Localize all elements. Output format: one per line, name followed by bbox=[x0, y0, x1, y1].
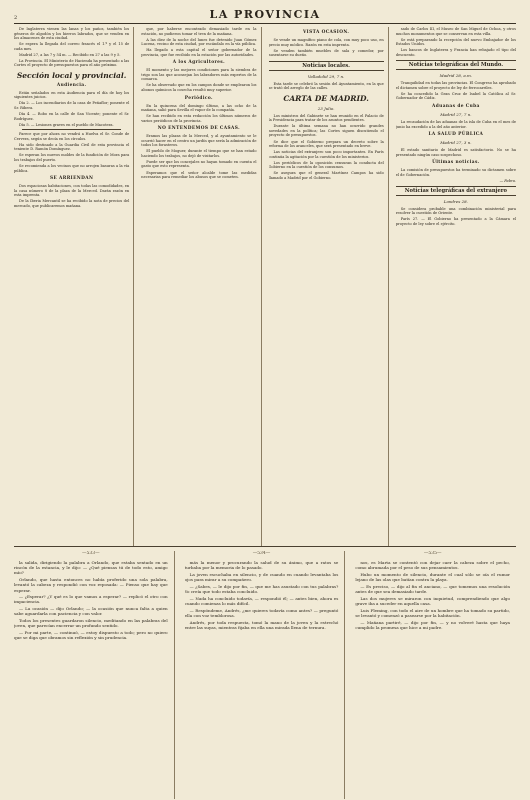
article-paragraph: Tranquilidad en todas las provincias. El Congreso ha aprobado el dictamen sobre el proyecto de ley de ferrocarriles. bbox=[395, 81, 516, 90]
column-3 bbox=[269, 27, 389, 546]
article-paragraph: Se han recibido en esta redacción los últimos números de varios periódicos de la provincia. bbox=[141, 114, 257, 123]
section-subheading: Valladolid 29, 7 n. bbox=[307, 73, 345, 79]
divider bbox=[22, 129, 121, 130]
article-paragraph: Parece que por ahora no vendrá a Huelva el Sr. Conde de Cervera, según se decía en los círculos. bbox=[14, 132, 130, 141]
article-paragraph: Madrid 27, a las 7 y 54 m. — Recibido en 27 a las 9 y 5. bbox=[19, 52, 121, 57]
article-paragraph: Día 4. — Robo en la calle de San Vicente; ponente el Sr. Rodríguez. bbox=[14, 112, 130, 121]
article-paragraph: Eramos las plazas de la Merced, y al ayuntamiento se le ocurrió hacer en el centro un jardín que sería la admiración de todos los forasteros. bbox=[141, 134, 257, 148]
article-paragraph: Las noticias del extranjero son poco importantes. En París continúa la agitación por la cuestión de los ministerios. bbox=[268, 150, 384, 159]
signature: — Fabra. bbox=[499, 178, 516, 183]
article-paragraph: Esta tarde se celebró la sesión del Ayuntamiento, en la que se trató del arreglo de las calles. bbox=[268, 81, 384, 91]
article-paragraph: París 27. — El Gobierno ha presentado a la Cámara el proyecto de ley sobre el ejército. bbox=[395, 217, 516, 226]
section-heading: Aduanas de Cuba bbox=[432, 103, 480, 109]
article-paragraph: El pueblo de Moguer, durante el tiempo que se han estado haciendo los trabajos, no dejó de visitarlos. bbox=[141, 149, 257, 158]
serial-paragraph: Todos los presentes guardaron silencio, meditando en las palabras del joven, que parecían encerrar un profundo sentido. bbox=[14, 618, 168, 629]
page-number: 2 bbox=[14, 15, 18, 21]
article-paragraph: Se recomienda a los vecinos que no arrojen basuras a la vía pública. bbox=[14, 163, 130, 173]
section-heading: VISTA OCASION. bbox=[302, 30, 350, 35]
article-paragraph: Se espera la llegada del correo francés el 1.º y el 15 de cada mes. bbox=[14, 42, 130, 51]
section-subheading: Madrid 27, 7 n. bbox=[440, 111, 472, 117]
serial-page-number: —533— bbox=[82, 551, 100, 556]
newspaper-title: LA PROVINCIA bbox=[209, 8, 321, 21]
article-paragraph: Se venden también muebles de sala y comedor, por ausentarse su dueño. bbox=[268, 48, 384, 58]
article-paragraph: Día 5. — Lesiones graves en el pueblo de Macotera. bbox=[19, 122, 114, 127]
section-subheading: Audiencia. bbox=[56, 82, 87, 88]
column-2 bbox=[141, 27, 261, 546]
section-heading: NO ENTENDEMOS DE CASAS. bbox=[157, 126, 240, 132]
section-heading: LA SALUD PÚBLICA bbox=[428, 132, 484, 138]
section-heading: SE ARRIENDAN bbox=[49, 176, 94, 182]
serial-page-number: —535— bbox=[423, 551, 442, 556]
article-paragraph: De Inglaterra vienen las lanas y los paños, también los géneros de algodón y los hierros labrados, que se venden en los almacenes de esta ciudad. bbox=[14, 27, 130, 41]
section-subheading: Londres 28. bbox=[443, 198, 468, 204]
serial-paragraph: Orlando, que hasta entonces no había proferido una sola palabra, levantó la cabeza y respondió con voz reposada: — Pienso que hay que esperar. bbox=[14, 577, 168, 593]
serial-paragraph: — Es preciso, — dijo al fin el anciano, — que tomemos una resolución antes de que sea demasiado tarde. bbox=[355, 583, 510, 595]
article-paragraph: Se ha concedido la Gran Cruz de Isabel la Católica al Sr. Gobernador de Cádiz. bbox=[395, 91, 516, 101]
column-1 bbox=[14, 27, 134, 546]
serial-column-3 bbox=[355, 551, 516, 799]
article-paragraph: sado de Carlos III, el Museo de San Miguel de Ochoa, y otros muchos monumentos que se conservan en esta villa. bbox=[395, 27, 516, 36]
section-heading: Sección local y provincial. bbox=[16, 70, 127, 80]
masthead bbox=[14, 6, 516, 24]
article-paragraph: Se ha observado que en los campos donde se emplearon los abonos químicos la cosecha resultó muy superior. bbox=[141, 83, 257, 92]
article-paragraph: La comisión de presupuestos ha terminado su dictamen sobre el de Gobernación. bbox=[395, 168, 516, 177]
article-paragraph: Puede ser que los concejales no hayan tomado en cuenta el gasto que esto representa. bbox=[141, 159, 257, 169]
article-paragraph: Se dice que el Gobierno prepara un decreto sobre la reforma de los aranceles, que será presentado en breve. bbox=[268, 139, 384, 149]
article-paragraph: Ha sido destinado a la Guardia Civil de esta provincia el teniente D. Ramón Domínguez. bbox=[14, 142, 130, 152]
serial-paragraph: — La ocasión — dijo Orlando; — la ocasión que nunca falta a quien sabe aguardarla con paciencia y con valor. bbox=[14, 606, 168, 617]
article-paragraph: Dos espaciosas habitaciones, con todas las comodidades, en la casa número 8 de la plaza de la Merced. Darán razón en esta imprenta. bbox=[14, 184, 130, 198]
article-paragraph: En la quincena del domingo último, a las ocho de la mañana, salió para Sevilla el vapor de la compañía. bbox=[141, 103, 257, 113]
article-paragraph: La recaudación de las aduanas de la isla de Cuba en el mes de junio ha excedido a la del año anterior. bbox=[395, 119, 516, 129]
article-paragraph: Día 2. — Los incendiarios de la casa de Peñaflor; ponente el Sr. Ribera. bbox=[14, 101, 130, 111]
section-subheading: 23 Julio. bbox=[317, 105, 335, 111]
serial-paragraph: Luis Fleming, con todo el aire de un hombre que ha tomado su partido, se levantó y comenzó a pasearse por la habitación. bbox=[355, 607, 510, 618]
article-paragraph: Se esperan los nuevos moldes de la fundición de Mora para los trabajos del puerto. bbox=[14, 153, 130, 162]
article-paragraph: El estado sanitario de Madrid es satisfactorio. No se ha presentado ningún caso sospechoso. bbox=[395, 148, 516, 157]
serial-paragraph: — ¿Sabes, — le dijo por fin, — que me has asustado con tus palabras? Yo creía que todo estaba concluido. bbox=[184, 583, 339, 595]
serial-paragraph: — Respóndeme, Andrés, ¿me quieres todavía como antes? — preguntó ella con voz temblorosa. bbox=[184, 607, 339, 618]
serial-paragraph: Las dos mujeres se miraron con inquietud, comprendiendo que algo grave iba a suceder en aquella casa. bbox=[355, 595, 510, 606]
article-paragraph: Se asegura que el general Martínez Campos ha sido llamado a Madrid por el Gobierno. bbox=[268, 171, 384, 180]
section-heading: Noticias locales. bbox=[269, 61, 384, 71]
serial-paragraph: Hubo un momento de silencio, durante el cual sólo se oía el rumor lejano de las olas que batían contra la playa. bbox=[355, 571, 510, 583]
serial-paragraph: Andrés, por toda respuesta, tomó la mano de la joven y la estrechó entre las suyas, mientras fijaba en ella una mirada llena de ternura. bbox=[184, 619, 339, 630]
section-subheading: Madrid 28, a.m. bbox=[439, 73, 473, 79]
serial-paragraph: — Por mi parte, — continuó, — estoy dispuesto a todo; pero no quiero que se diga que obramos sin reflexión y sin prudencia. bbox=[14, 629, 168, 641]
section-heading: Periódico. bbox=[184, 95, 213, 101]
section-heading: Últimas noticias. bbox=[432, 160, 480, 166]
serial-paragraph: — Nada ha concluido todavía, — respondió él; — antes bien, ahora es cuando comienza lo más difícil. bbox=[184, 595, 339, 606]
serial-paragraph: la salida, dirigiendo la palabra a Orlando, que estaba sentado en un rincón de la estancia, y le dijo: — ¿Qué piensas tú de todo esto, amigo mío? bbox=[14, 560, 168, 576]
column-4 bbox=[396, 27, 516, 546]
serial-paragraph: La joven escuchaba en silencio, y de cuando en cuando levantaba los ojos para mirar a su compañero. bbox=[184, 571, 339, 583]
article-paragraph: El momento y las mejores condiciones para la siembra de trigo son las que aconsejan los labradores más expertos de la comarca. bbox=[141, 68, 257, 82]
upper-columns bbox=[14, 27, 516, 547]
article-paragraph: Durante la última semana no han ocurrido grandes novedades en la política; las Cortes siguen discutiendo el proyecto de presupuestos. bbox=[268, 124, 384, 138]
serial-paragraph: — ¿Esperar? ¿Y qué es lo que vamos a esperar? — replicó el otro con impaciencia. bbox=[14, 594, 168, 605]
section-heading: Noticias telegráficas del Mundo. bbox=[396, 60, 516, 70]
serial-page-number: —534— bbox=[252, 551, 271, 556]
serial-paragraph: nos, es Marta se contentó con dejar caer la cabeza sobre el pecho, como abrumada por el peso de sus pensamientos. bbox=[355, 560, 510, 571]
article-paragraph: Se vende un magnífico piano de cola, con muy poco uso, en precio muy módico. Razón en esta imprenta. bbox=[268, 38, 384, 47]
section-subheading: Madrid 27, 3 n. bbox=[440, 140, 472, 146]
article-paragraph: De la Iberia Mercantil se ha recibido la nota de precios del mercado, que publicaremos mañana. bbox=[14, 199, 130, 208]
article-paragraph: Están señalados en esta Audiencia para el día de hoy los siguientes juicios. bbox=[14, 90, 130, 100]
article-paragraph: Los ministros del Gabinete se han reunido en el Palacio de la Presidencia para tratar de los asuntos pendientes. bbox=[268, 113, 384, 123]
serial-column-2 bbox=[185, 551, 346, 799]
serial-column-1 bbox=[14, 551, 175, 799]
article-paragraph: A las diez de la noche del lunes fue detenido Juan Gómez Lucena, vecino de esta ciudad, por escándalo en la vía pública. bbox=[141, 37, 257, 47]
article-paragraph: Los periódicos de la oposición censuran la conducta del Gobierno en la cuestión de los consumos. bbox=[268, 160, 384, 170]
section-heading: A los Agricultores. bbox=[172, 60, 225, 66]
section-heading: Noticias telegráficas del extranjero bbox=[396, 186, 516, 196]
article-paragraph: Se está preparando la recepción del nuevo Embajador de los Estados Unidos. bbox=[395, 37, 516, 47]
article-paragraph: que, por haberse encontrado demasiado tarde en la estación, no pudieron tomar el tren de la mañana. bbox=[141, 27, 257, 36]
article-paragraph: Ha llegado a esta capital el señor gobernador de la provincia, que fue recibido en la estación por las autoridades. bbox=[141, 48, 257, 57]
article-paragraph: Esperamos que el señor alcalde tome las medidas necesarias para remediar los abusos que se cometen. bbox=[141, 170, 257, 180]
serial-paragraph: más la menor y procurando la salud de su ánimo, que a ratos se turbaba por la memoria de lo pasado. bbox=[184, 560, 339, 571]
section-heading: CARTA DE MADRID. bbox=[283, 93, 369, 103]
serial-novel-section bbox=[14, 551, 516, 799]
article-paragraph: Se considera probable una combinación ministerial para resolver la cuestión de Oriente. bbox=[395, 206, 516, 216]
article-paragraph: La Provincia. El Ministerio de Hacienda ha presentado a las Cortes el proyecto de presupuestos para el año próximo. bbox=[14, 58, 130, 68]
article-paragraph: Los bancos de Inglaterra y Francia han rebajado el tipo del descuento. bbox=[395, 48, 516, 57]
serial-paragraph: — Mañana partiré, — dijo por fin, — y no volveré hasta que haya cumplido la promesa que hice a mi padre. bbox=[355, 619, 510, 630]
